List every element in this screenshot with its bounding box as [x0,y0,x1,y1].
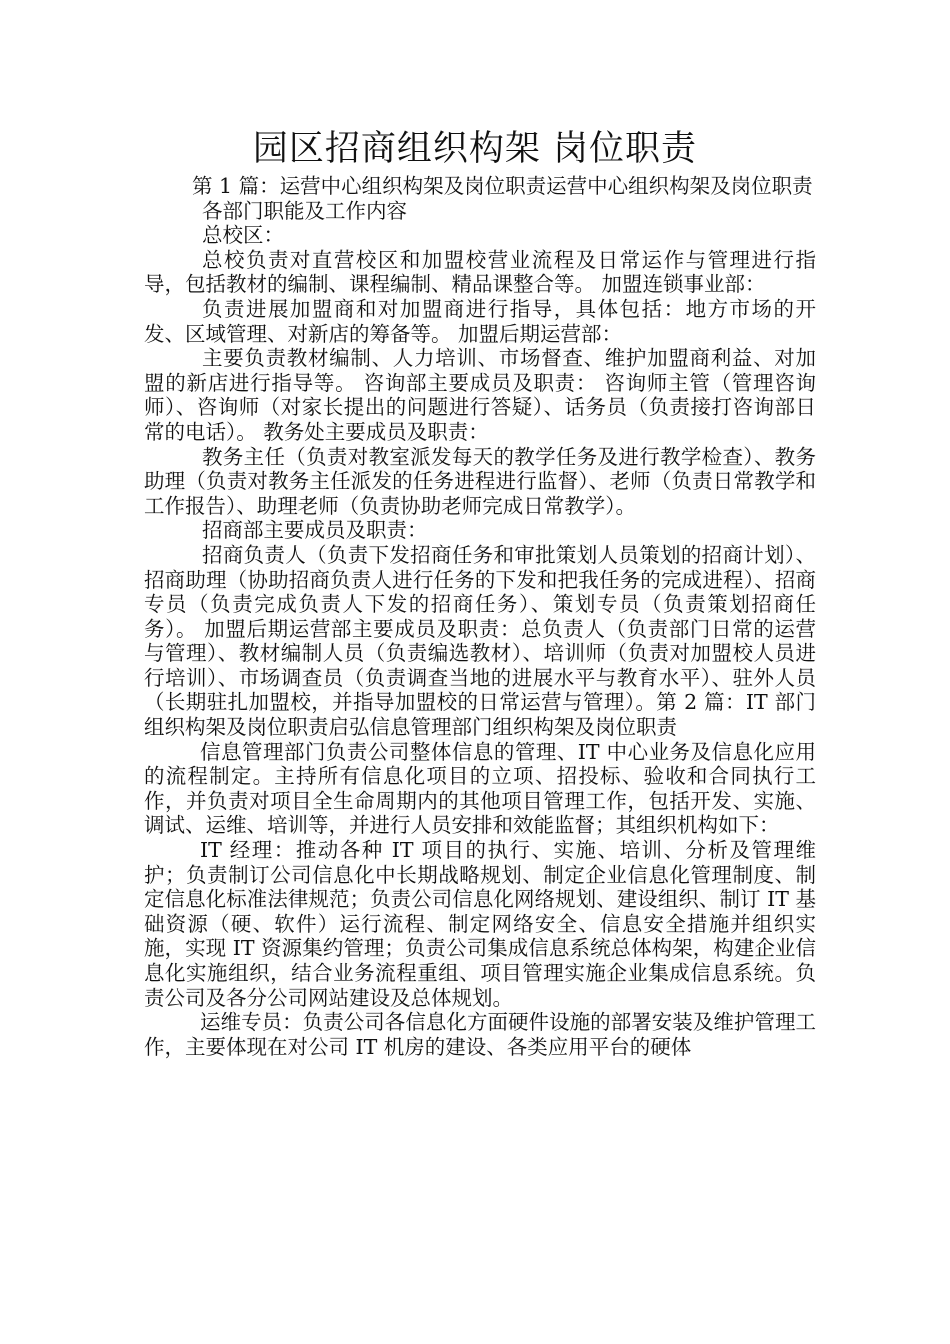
paragraph-head-campus-duties: 总校负责对直营校区和加盟校营业流程及日常运作与管理进行指导，包括教材的编制、课程编制、精品课整合等。 加盟连锁事业部： [144,247,816,297]
paragraph-post-franchise-duties: 主要负责教材编制、人力培训、市场督查、维护加盟商利益、对加盟的新店进行指导等。 咨询部主要成员及职责： 咨询师主管（管理咨询师）、咨询师（对家长提出的问题进行答疑）、话务员（负责接打咨询部日常的电话）。 教务处主要成员及职责： [144,346,816,444]
paragraph-investment-heading: 招商部主要成员及职责： [202,518,428,543]
paragraph-head-campus: 总校区： [202,223,284,248]
paragraph-ops-specialist: 运维专员：负责公司各信息化方面硬件设施的部署安装及维护管理工作，主要体现在对公司 IT 机房的建设、各类应用平台的硬体 [144,1010,816,1059]
paragraph-info-management: 信息管理部门负责公司整体信息的管理、IT 中心业务及信息化应用的流程制定。主持所有信息化项目的立项、招投标、验收和合同执行工作，并负责对项目全生命周期内的其他项目管理工作，包括开发、实施、调试、运维、培训等，并进行人员安排和效能监督；其组织机构如下： [144,739,816,838]
paragraph-it-manager: IT 经理：推动各种 IT 项目的执行、实施、培训、分析及管理维护；负责制订公司信息化中长期战略规划、制定企业信息化管理制度、制定信息化标准法律规范；负责公司信息化网络规划、建设组织、制订 IT 基础资源（硬、软件）运行流程、制定网络安全、信息安全措施并组织实施，实现 IT 资源集约管理；负责公司集成信息系统总体构架，构建企业信息化实施组织，结合业务流程重组、项目管理实施企业集成信息系统。负责公司及各分公司网站建设及总体规划。 [144,838,816,1010]
document-body [144,174,816,1059]
paragraph-heading-part1: 第 1 篇：运营中心组织构架及岗位职责运营中心组织构架及岗位职责 [192,174,813,198]
paragraph-franchise-duties: 负责进展加盟商和对加盟商进行指导，具体包括：地方市场的开发、区域管理、对新店的筹备等。 加盟后期运营部： [144,296,816,346]
document-title: 园区招商组织构架 岗位职责 [252,129,698,169]
paragraph-investment-members: 招商负责人（负责下发招商任务和审批策划人员策划的招商计划）、招商助理（协助招商负责人进行任务的下发和把我任务的完成进程）、招商专员（负责完成负责人下发的招商任务）、策划专员（负责策划招商任务）。 加盟后期运营部主要成员及职责：总负责人（负责部门日常的运营与管理）、教材编制人员（负责编选教材）、培训师（负责对加盟校人员进行培训）、市场调查员（负责调查当地的进展水平与教育水平）、驻外人员（长期驻扎加盟校，并指导加盟校的日常运营与管理）。第 2 篇：IT 部门组织构架及岗位职责启弘信息管理部门组织构架及岗位职责 [144,542,816,740]
paragraph-department-functions: 各部门职能及工作内容 [202,198,407,223]
paragraph-academic-affairs: 教务主任（负责对教室派发每天的教学任务及进行教学检查）、教务助理（负责对教务主任派发的任务进程进行监督）、老师（负责日常教学和工作报告）、助理老师（负责协助老师完成日常教学）。 [144,444,816,518]
